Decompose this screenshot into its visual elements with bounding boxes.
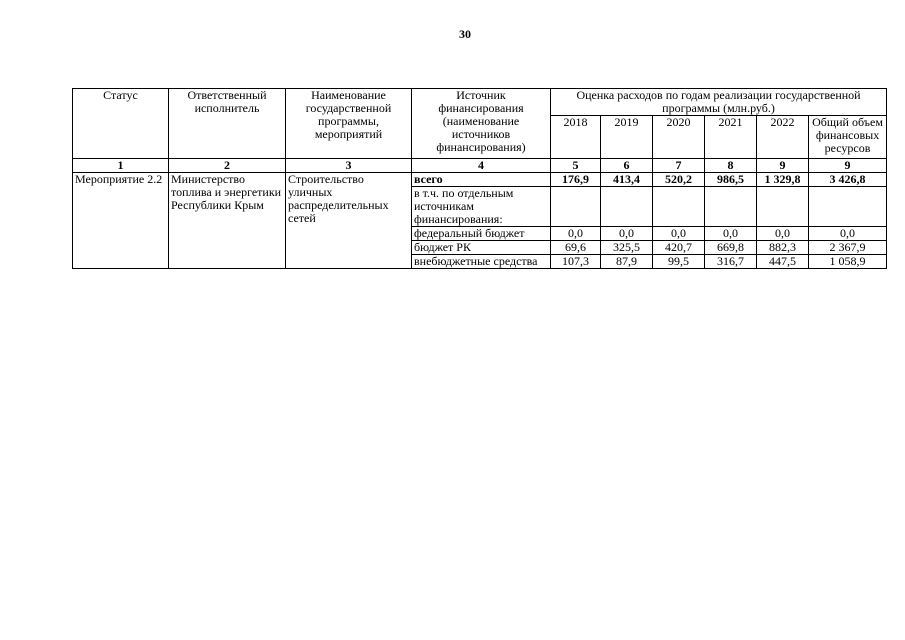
header-status: Статус xyxy=(73,89,169,159)
event-program: Строительство уличных распределительных сетей xyxy=(286,173,412,269)
value-cell xyxy=(653,187,705,227)
index-cell: 5 xyxy=(551,159,601,173)
header-year: 2020 xyxy=(653,116,705,159)
value-cell: 99,5 xyxy=(653,255,705,269)
index-cell: 9 xyxy=(757,159,809,173)
budget-table xyxy=(72,88,887,269)
value-cell: 520,2 xyxy=(653,173,705,187)
page-number: 30 xyxy=(459,27,471,41)
value-cell: 0,0 xyxy=(757,227,809,241)
header-year: 2021 xyxy=(705,116,757,159)
header-year: 2019 xyxy=(601,116,653,159)
index-cell: 7 xyxy=(653,159,705,173)
value-cell: 413,4 xyxy=(601,173,653,187)
source-cell: бюджет РК xyxy=(412,241,551,255)
value-cell: 3 426,8 xyxy=(809,173,887,187)
value-cell: 986,5 xyxy=(705,173,757,187)
header-total: Общий объем финансовых ресурсов xyxy=(809,116,887,159)
index-cell: 4 xyxy=(412,159,551,173)
value-cell: 107,3 xyxy=(551,255,601,269)
value-cell: 0,0 xyxy=(601,227,653,241)
event-executor: Министерство топлива и энергетики Республики Крым xyxy=(169,173,286,269)
index-cell: 1 xyxy=(73,159,169,173)
index-cell: 8 xyxy=(705,159,757,173)
value-cell xyxy=(757,187,809,227)
value-cell: 447,5 xyxy=(757,255,809,269)
header-estimate: Оценка расходов по годам реализации государственной программы (млн.руб.) xyxy=(551,89,887,116)
header-row-1 xyxy=(73,89,887,116)
value-cell: 0,0 xyxy=(705,227,757,241)
value-cell: 1 058,9 xyxy=(809,255,887,269)
value-cell xyxy=(705,187,757,227)
value-cell xyxy=(551,187,601,227)
value-cell: 420,7 xyxy=(653,241,705,255)
value-cell: 176,9 xyxy=(551,173,601,187)
value-cell: 87,9 xyxy=(601,255,653,269)
index-cell: 6 xyxy=(601,159,653,173)
source-cell: в т.ч. по отдельным источникам финансирования: xyxy=(412,187,551,227)
index-row xyxy=(73,159,887,173)
value-cell: 882,3 xyxy=(757,241,809,255)
index-cell: 9 xyxy=(809,159,887,173)
index-cell: 3 xyxy=(286,159,412,173)
header-year: 2022 xyxy=(757,116,809,159)
value-cell xyxy=(809,187,887,227)
table-row xyxy=(73,173,887,187)
source-cell: внебюджетные средства xyxy=(412,255,551,269)
value-cell: 1 329,8 xyxy=(757,173,809,187)
header-source: Источник финансирования (наименование источников финансирования) xyxy=(412,89,551,159)
event-status: Мероприятие 2.2 xyxy=(73,173,169,269)
index-cell: 2 xyxy=(169,159,286,173)
header-executor: Ответственный исполнитель xyxy=(169,89,286,159)
value-cell xyxy=(601,187,653,227)
value-cell: 316,7 xyxy=(705,255,757,269)
value-cell: 69,6 xyxy=(551,241,601,255)
source-cell: федеральный бюджет xyxy=(412,227,551,241)
value-cell: 0,0 xyxy=(551,227,601,241)
value-cell: 0,0 xyxy=(809,227,887,241)
value-cell: 325,5 xyxy=(601,241,653,255)
value-cell: 0,0 xyxy=(653,227,705,241)
header-year: 2018 xyxy=(551,116,601,159)
header-program: Наименование государственной программы, мероприятий xyxy=(286,89,412,159)
source-cell: всего xyxy=(412,173,551,187)
value-cell: 2 367,9 xyxy=(809,241,887,255)
value-cell: 669,8 xyxy=(705,241,757,255)
